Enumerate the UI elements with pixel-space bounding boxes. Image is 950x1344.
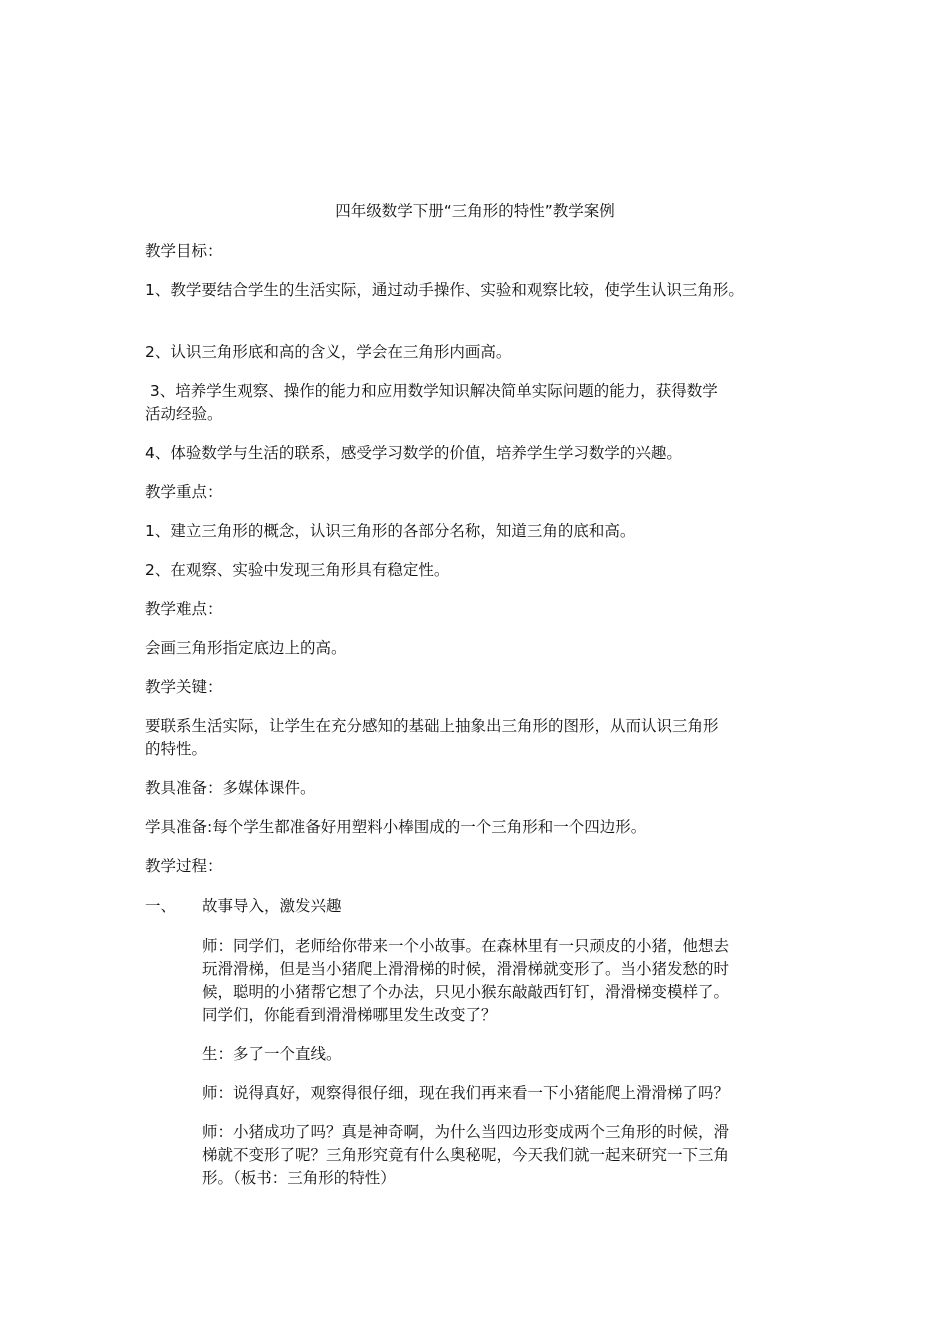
section-1-number: 一、 [145, 897, 177, 915]
teacher-reply: 师：说得真好，观察得很仔细，现在我们再来看一下小猪能爬上滑滑梯了吗？ [202, 1084, 730, 1102]
story-line-3: 候，聪明的小猪帮它想了个办法，只见小猴东敲敲西钉钉，滑滑梯变模样了。 [202, 983, 730, 1001]
key-line-2: 的特性。 [145, 740, 208, 758]
key-point-1: 1、建立三角形的概念，认识三角形的各部分名称，知道三角的底和高。 [145, 522, 636, 540]
objective-3-continued: 活动经验。 [145, 405, 223, 423]
student-reply: 生：多了一个直线。 [202, 1045, 342, 1063]
section-1-title: 故事导入，激发兴趣 [202, 897, 342, 915]
key-line-1: 要联系生活实际，让学生在充分感知的基础上抽象出三角形的图形，从而认识三角形 [145, 717, 719, 735]
closing-line-1: 师：小猪成功了吗？真是神奇啊，为什么当四边形变成两个三角形的时候，滑 [202, 1123, 730, 1141]
student-tools: 学具准备:每个学生都准备好用塑料小棒围成的一个三角形和一个四边形。 [145, 818, 647, 836]
difficulty-heading: 教学难点： [145, 600, 223, 618]
objective-2: 2、认识三角形底和高的含义，学会在三角形内画高。 [145, 343, 512, 361]
story-line-4: 同学们，你能看到滑滑梯哪里发生改变了？ [202, 1006, 497, 1024]
key-heading: 教学关键： [145, 678, 223, 696]
difficulty-text: 会画三角形指定底边上的高。 [145, 639, 347, 657]
closing-line-2: 梯就不变形了呢？三角形究竟有什么奥秘呢，今天我们就一起来研究一下三角 [202, 1146, 730, 1164]
key-point-2: 2、在观察、实验中发现三角形具有稳定性。 [145, 561, 450, 579]
objectives-heading: 教学目标： [145, 242, 223, 260]
objective-1: 1、教学要结合学生的生活实际，通过动手操作、实验和观察比较，使学生认识三角形。 [145, 281, 744, 299]
objective-3: 3、培养学生观察、操作的能力和应用数学知识解决简单实际问题的能力，获得数学 [145, 382, 718, 400]
key-points-heading: 教学重点： [145, 483, 223, 501]
closing-line-3: 形。（板书：三角形的特性） [202, 1169, 396, 1187]
story-line-2: 玩滑滑梯，但是当小猪爬上滑滑梯的时候，滑滑梯就变形了。当小猪发愁的时 [202, 960, 730, 978]
teacher-tools: 教具准备：多媒体课件。 [145, 779, 316, 797]
process-heading: 教学过程： [145, 857, 223, 875]
document-title: 四年级数学下册“三角形的特性”教学案例 [335, 202, 615, 220]
story-line-1: 师：同学们，老师给你带来一个小故事。在森林里有一只顽皮的小猪，他想去 [202, 937, 730, 955]
objective-4: 4、体验数学与生活的联系，感受学习数学的价值，培养学生学习数学的兴趣。 [145, 444, 682, 462]
